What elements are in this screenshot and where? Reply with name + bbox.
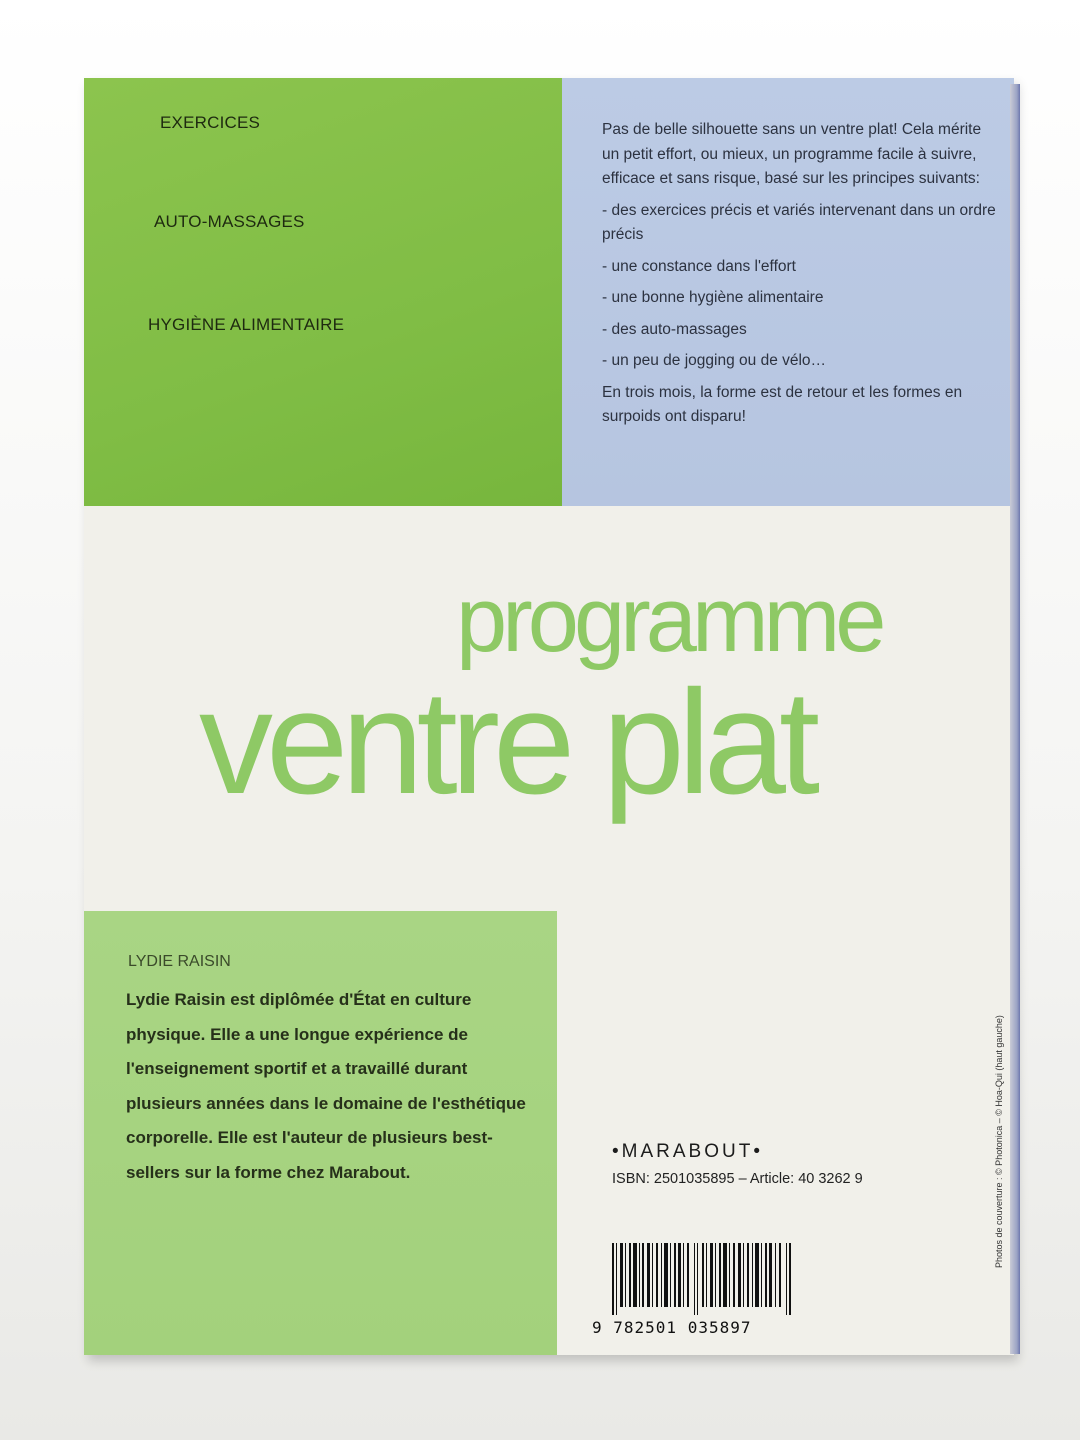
title-line-2: ventre plat (199, 660, 814, 825)
blurb-item: - des auto-massages (602, 320, 747, 338)
author-name: LYDIE RAISIN (128, 953, 231, 970)
blurb-item: - un peu de jogging ou de vélo… (602, 352, 827, 369)
isbn-line: ISBN: 2501035895 – Article: 40 3262 9 (612, 1171, 863, 1187)
blurb-outro: En trois mois, la forme est de retour et les formes en surpoids ont disparu! (602, 383, 963, 425)
title-line-1: programme (456, 569, 882, 671)
blurb-item: - une bonne hygiène alimentaire (602, 289, 824, 306)
blurb-text (602, 118, 997, 437)
feature-hygiene: HYGIÈNE ALIMENTAIRE (148, 315, 345, 334)
blurb-item: - une constance dans l'effort (602, 257, 796, 275)
features-panel (84, 78, 562, 506)
cover-edge (1010, 84, 1020, 1354)
barcode-icon (612, 1243, 792, 1315)
feature-exercices: EXERCICES (160, 113, 261, 132)
book-back-cover (84, 78, 1014, 1355)
photo-credits: Photos de couverture : © Photonica – © Hoa-Qui (haut gauche) (994, 1015, 1004, 1268)
feature-auto-massages: AUTO-MASSAGES (154, 212, 305, 231)
publisher-logo: •MARABOUT• (612, 1141, 763, 1162)
barcode-digits: 9 782501 035897 (592, 1318, 752, 1337)
author-bio: Lydie Raisin est diplômée d'État en culture physique. Elle a une longue expérience de l'enseignement sportif et a travaillé durant plusieurs années dans le domaine de l'esthétique corporelle. Elle est l'auteur de plusieurs best-sellers sur la forme chez Marabout. (126, 990, 526, 1182)
blurb-item: - des exercices précis et variés intervenant dans un ordre précis (602, 201, 996, 243)
title-area (84, 506, 1014, 911)
author-panel (84, 911, 557, 1355)
blurb-intro: Pas de belle silhouette sans un ventre plat! Cela mérite un petit effort, ou mieux, un programme facile à suivre, efficace et sans risque, basé sur les principes suivants: (602, 121, 982, 187)
